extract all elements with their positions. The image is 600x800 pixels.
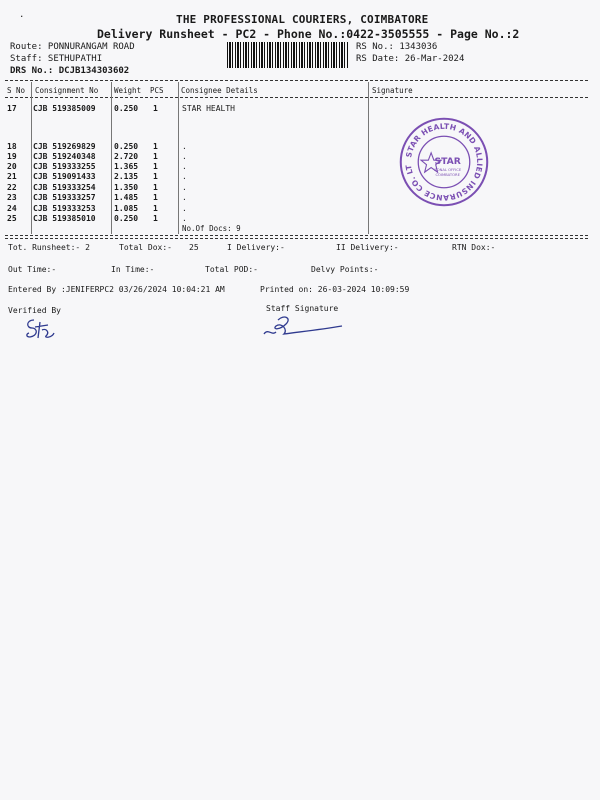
- table-row: [0, 142, 600, 152]
- row-pcs: 1: [153, 172, 158, 181]
- row-sno: 19: [7, 152, 17, 161]
- barcode: [227, 42, 349, 68]
- row-weight: 1.365: [114, 162, 139, 171]
- row-consignee-details: .: [182, 214, 187, 223]
- delvy-points: Delvy Points:-: [311, 265, 379, 274]
- table-row: [0, 183, 600, 193]
- col-header-consignee: Consignee Details: [181, 86, 258, 95]
- col-header-signature: Signature: [372, 86, 413, 95]
- no-of-docs: No.Of Docs: 9: [182, 224, 241, 233]
- row-consignee-details: .: [182, 193, 187, 202]
- row-sno: 17: [7, 104, 17, 113]
- row-pcs: 1: [153, 142, 158, 151]
- runsheet-subtitle: Delivery Runsheet - PC2 - Phone No.:0422-3505555 - Page No.:2: [97, 27, 520, 41]
- row-weight: 2.720: [114, 152, 139, 161]
- header-rule: [5, 97, 588, 98]
- row-pcs: 1: [153, 214, 158, 223]
- table-row: [0, 214, 600, 224]
- row-sno: 23: [7, 193, 17, 202]
- company-title: THE PROFESSIONAL COURIERS, COIMBATORE: [176, 13, 429, 26]
- staff-signature: [258, 312, 350, 338]
- table-row: [0, 152, 600, 162]
- row-weight: 0.250: [114, 142, 139, 151]
- row-pcs: 1: [153, 183, 158, 192]
- i-delivery: I Delivery:-: [227, 243, 285, 252]
- row-consignee-details: .: [182, 172, 187, 181]
- row-consignment-no: CJB 519333253: [33, 204, 96, 213]
- row-consignee-details: .: [182, 152, 187, 161]
- row-sno: 18: [7, 142, 17, 151]
- out-time: Out Time:-: [8, 265, 57, 274]
- row-consignment-no: CJB 519333257: [33, 193, 96, 202]
- col-header-sno: S No: [7, 86, 26, 95]
- printed-on: Printed on: 26-03-2024 10:09:59: [260, 285, 410, 294]
- verifier-signature: [22, 316, 58, 342]
- row-consignment-no: CJB 519385009: [33, 104, 96, 113]
- rtn-dox: RTN Dox:-: [452, 243, 496, 252]
- row-consignment-no: CJB 519333255: [33, 162, 96, 171]
- total-pod: Total POD:-: [205, 265, 258, 274]
- total-runsheet: Tot. Runsheet:- 2: [8, 243, 90, 252]
- table-row: [0, 193, 600, 203]
- svg-text:STAR: STAR: [434, 155, 461, 167]
- row-weight: 1.085: [114, 204, 139, 213]
- table-top-rule: [5, 80, 588, 81]
- row-consignment-no: CJB 519269829: [33, 142, 96, 151]
- table-bottom-rule: [5, 235, 588, 236]
- entered-by: Entered By :JENIFERPC2 03/26/2024 10:04:21 AM: [8, 285, 225, 294]
- staff-signature-label: Staff Signature: [266, 304, 339, 313]
- row-weight: 2.135: [114, 172, 139, 181]
- drs-number: DRS No.: DCJB134303602: [10, 66, 130, 76]
- svg-text:ZONAL OFFICE: ZONAL OFFICE: [434, 168, 462, 173]
- table-row: [0, 104, 600, 114]
- row-consignment-no: CJB 519240348: [33, 152, 96, 161]
- svg-text:COIMBATORE: COIMBATORE: [435, 172, 460, 177]
- col-header-pcs: PCS: [150, 86, 164, 95]
- company-seal-stamp: [398, 116, 490, 208]
- row-weight: 0.250: [114, 214, 139, 223]
- svg-text:STAR HEALTH AND ALLIED INSURAN: STAR HEALTH AND ALLIED INSURANCE CO. LT: [403, 121, 485, 203]
- col-header-weight: Weight: [114, 86, 142, 95]
- row-sno: 25: [7, 214, 17, 223]
- row-consignee-details: .: [182, 142, 187, 151]
- row-consignee-details: .: [182, 183, 187, 192]
- total-dox-label: Total Dox:-: [119, 243, 172, 252]
- row-pcs: 1: [153, 204, 158, 213]
- row-sno: 24: [7, 204, 17, 213]
- col-header-consignment: Consignment No: [35, 86, 99, 95]
- in-time: In Time:-: [111, 265, 155, 274]
- row-consignee-details: .: [182, 162, 187, 171]
- stamp-graphic: [398, 116, 490, 208]
- row-weight: 1.485: [114, 193, 139, 202]
- rs-date: RS Date: 26-Mar-2024: [356, 54, 465, 64]
- row-weight: 0.250: [114, 104, 139, 113]
- row-pcs: 1: [153, 104, 158, 113]
- row-pcs: 1: [153, 152, 158, 161]
- row-sno: 20: [7, 162, 17, 171]
- row-consignee-details: .: [182, 204, 187, 213]
- row-pcs: 1: [153, 193, 158, 202]
- table-bottom-rule-2: [5, 238, 588, 239]
- total-dox-value: 25: [189, 243, 199, 252]
- table-row: [0, 204, 600, 214]
- table-row: [0, 172, 600, 182]
- rs-number: RS No.: 1343036: [356, 42, 438, 52]
- row-pcs: 1: [153, 162, 158, 171]
- route-text: Route: PONNURANGAM ROAD: [10, 42, 135, 52]
- row-weight: 1.350: [114, 183, 139, 192]
- ii-delivery: II Delivery:-: [336, 243, 399, 252]
- row-consignee-details: STAR HEALTH: [182, 104, 235, 113]
- staff-text: Staff: SETHUPATHI: [10, 54, 103, 64]
- row-sno: 21: [7, 172, 17, 181]
- row-consignment-no: CJB 519333254: [33, 183, 96, 192]
- row-consignment-no: CJB 519385010: [33, 214, 96, 223]
- stray-dot: .: [19, 10, 25, 20]
- row-consignment-no: CJB 519091433: [33, 172, 96, 181]
- verified-by-label: Verified By: [8, 306, 61, 315]
- row-sno: 22: [7, 183, 17, 192]
- table-row: [0, 162, 600, 172]
